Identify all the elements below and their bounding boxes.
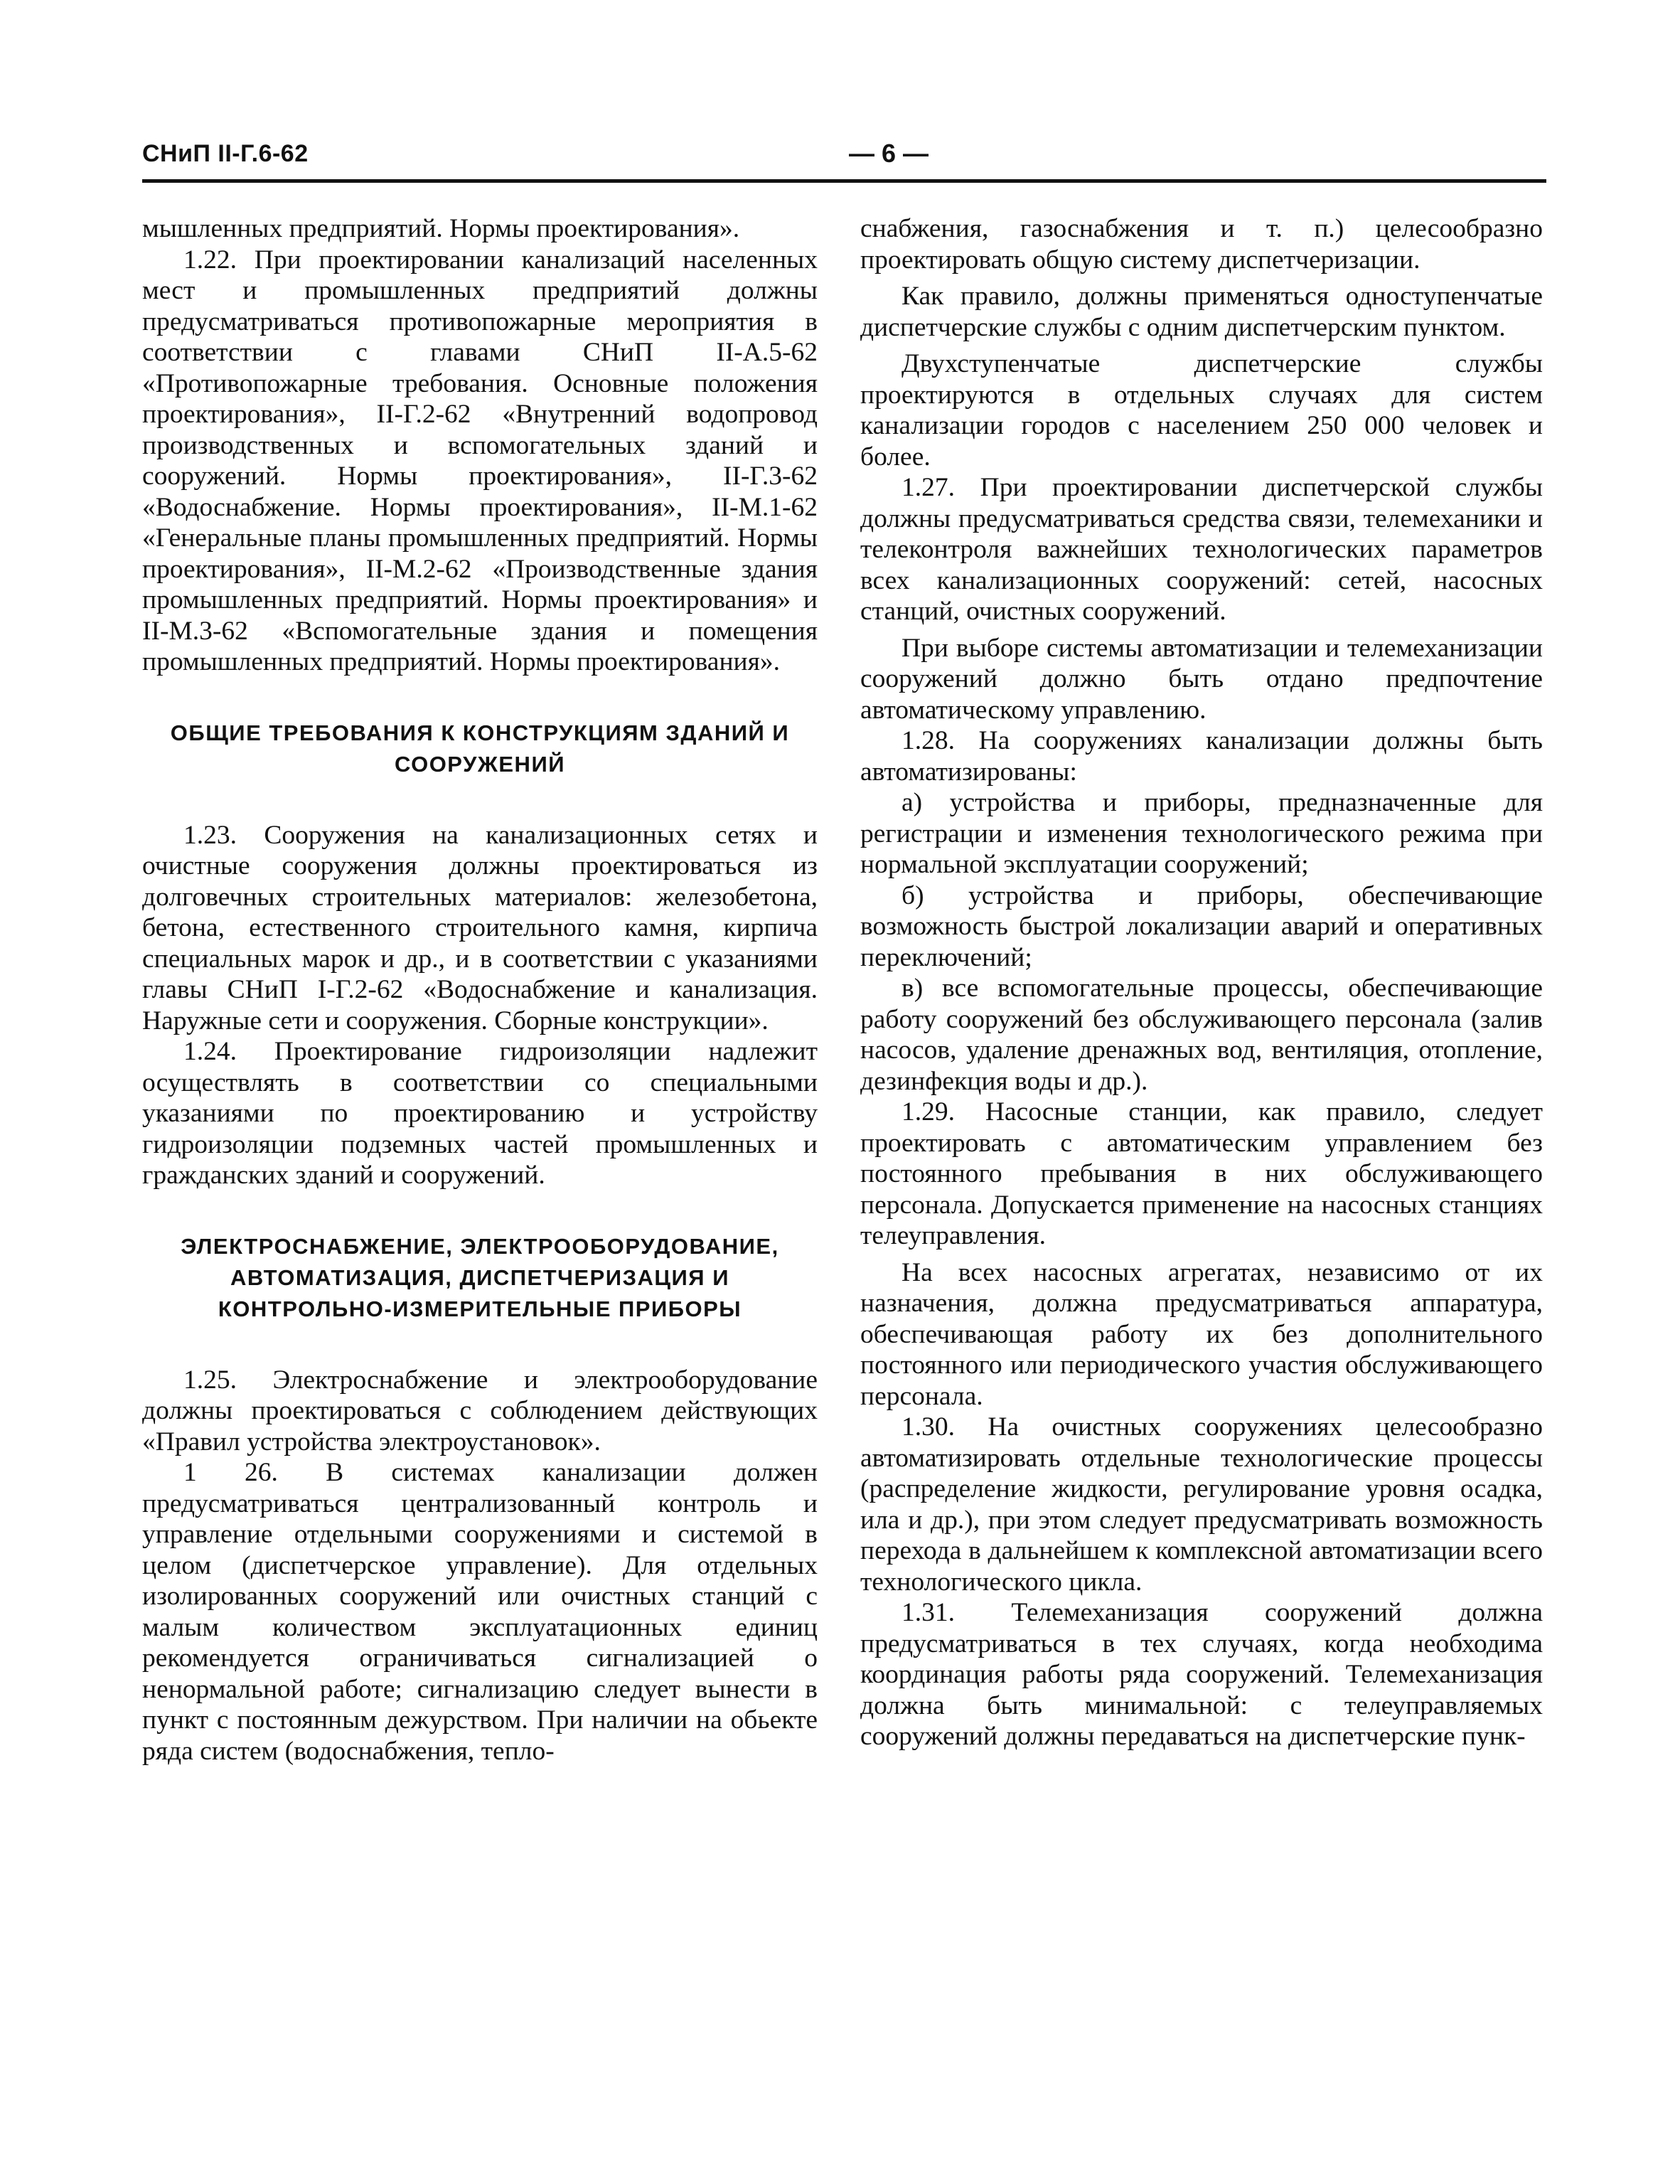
list-item-c: в) все вспомогательные процессы, обеспечивающие работу сооружений без обслуживающего персонала (залив насосов, удаление дренажных вод, вентиляция, отопление, дезинфекция воды и др.). (860, 974, 1543, 1096)
section-heading-electrical: ЭЛЕКТРОСНАБЖЕНИЕ, ЭЛЕКТРООБОРУДОВАНИЕ, АВТОМАТИЗАЦИЯ, ДИСПЕТЧЕРИЗАЦИЯ И КОНТРОЛЬНО-ИЗМЕРИТЕЛЬНЫЕ ПРИБОРЫ (181, 1233, 779, 1321)
paragraph-pump-units: На всех насосных агрегатах, независимо от их назначения, должна предусматриваться аппаратура, обеспечивающая работу их без дополнительного постоянного или периодического участия обслуживающего персонала. (860, 1257, 1543, 1411)
paragraph-1-26: 1 26. В системах канализации должен предусматриваться централизованный контроль и управление отдельными сооружениями и системой в целом (диспетчерское управление). Для отдельных изолированных сооружений или очистных станций с малым количеством эксплуатационных единиц рекомендуется ограничиваться сигнализацией о ненормальной работе; сигнализацию следует вынести в пункт с постоянным дежурством. При наличии на обьекте ряда систем (водоснабжения, тепло- (142, 1458, 818, 1766)
page-number: — 6 — (848, 139, 929, 168)
paragraph-1-29: 1.29. Насосные станции, как правило, следует проектировать с автоматическим управлением без постоянного пребывания в них обслуживающего персонала. Допускается применение на насосных станциях телеуправления. (860, 1097, 1543, 1250)
document-code: СНиП II-Г.6-62 (142, 140, 309, 167)
paragraph-1-23: 1.23. Сооружения на канализационных сетях и очистные сооружения должны проектироваться из долговечных строительных материалов: железобетона, бетона, естественного строительного камня, кирпича специальных марок и др., и в соответствии с указаниями главы СНиП I-Г.2-62 «Водоснабжение и канализация. Наружные сети и сооружения. Сборные конструкции». (142, 820, 818, 1035)
paragraph-1-27: 1.27. При проектировании диспетчерской службы должны предусматриваться средства связи, телемеханики и телеконтроля важнейших технологических параметров всех канализационных сооружений: сетей, насосных станций, очистных сооружений. (860, 473, 1543, 626)
page-header (142, 135, 1546, 178)
list-item-a: а) устройства и приборы, предназначенные для регистрации и изменения технологического режима при нормальной эксплуатации сооружений; (860, 788, 1543, 879)
paragraph-continuation: мышленных предприятий. Нормы проектирования». (142, 214, 740, 243)
paragraph-1-24: 1.24. Проектирование гидроизоляции надлежит осуществлять в соответствии со специальными указаниями по проектированию и устройству гидроизоляции подземных частей промышленных и гражданских зданий и сооружений. (142, 1037, 818, 1190)
header-rule (142, 179, 1546, 183)
paragraph-automation-choice: При выборе системы автоматизации и телемеханизации сооружений должно быть отдано предпочтение автоматическому управлению. (860, 633, 1543, 725)
paragraph-continuation-right: снабжения, газоснабжения и т. п.) целесообразно проектировать общую систему диспетчеризации. (860, 214, 1543, 275)
right-column (860, 213, 1543, 1752)
list-item-b: б) устройства и приборы, обеспечивающие возможность быстрой локализации аварий и оперативных переключений; (860, 880, 1543, 972)
paragraph-two-stage: Двухступенчатые диспетчерские службы проектируются в отдельных случаях для систем канализации городов с населением 250 000 человек и более. (860, 349, 1543, 472)
paragraph-1-31: 1.31. Телемеханизация сооружений должна предусматриваться в тех случаях, когда необходима координация работы ряда сооружений. Телемеханизация должна быть минимальной: с телеуправляемых сооружений должны передаваться на диспетчерские пунк- (860, 1598, 1543, 1751)
paragraph-1-28: 1.28. На сооружениях канализации должны быть автоматизированы: (860, 726, 1543, 787)
section-heading-constructions: ОБЩИЕ ТРЕБОВАНИЯ К КОНСТРУКЦИЯМ ЗДАНИЙ И СООРУЖЕНИЙ (170, 720, 790, 777)
left-column (142, 213, 818, 1767)
paragraph-1-25: 1.25. Электроснабжение и электрооборудование должны проектироваться с соблюдением действующих «Правил устройства электроустановок». (142, 1365, 818, 1456)
paragraph-single-stage: Как правило, должны применяться одноступенчатые диспетчерские службы с одним диспетчерским пунктом. (860, 282, 1543, 342)
paragraph-1-30: 1.30. На очистных сооружениях целесообразно автоматизировать отдельные технологические процессы (распределение жидкости, регулирование уровня осадка, ила и др.), при этом следует предусматривать возможность перехода в дальнейшем к комплексной автоматизации всего технологического цикла. (860, 1412, 1543, 1597)
paragraph-1-22: 1.22. При проектировании канализаций населенных мест и промышленных предприятий должны предусматриваться противопожарные мероприятия в соответствии с главами СНиП II-А.5-62 «Противопожарные требования. Основные положения проектирования», II-Г.2-62 «Внутренний водопровод производственных и вспомогательных зданий и сооружений. Нормы проектирования», II-Г.3-62 «Водоснабжение. Нормы проектирования», II-М.1-62 «Генеральные планы промышленных предприятий. Нормы проектирования», II-М.2-62 «Производственные здания промышленных предприятий. Нормы проектирования» и II-М.3-62 «Вспомогательные здания и помещения промышленных предприятий. Нормы проектирования». (142, 245, 818, 676)
